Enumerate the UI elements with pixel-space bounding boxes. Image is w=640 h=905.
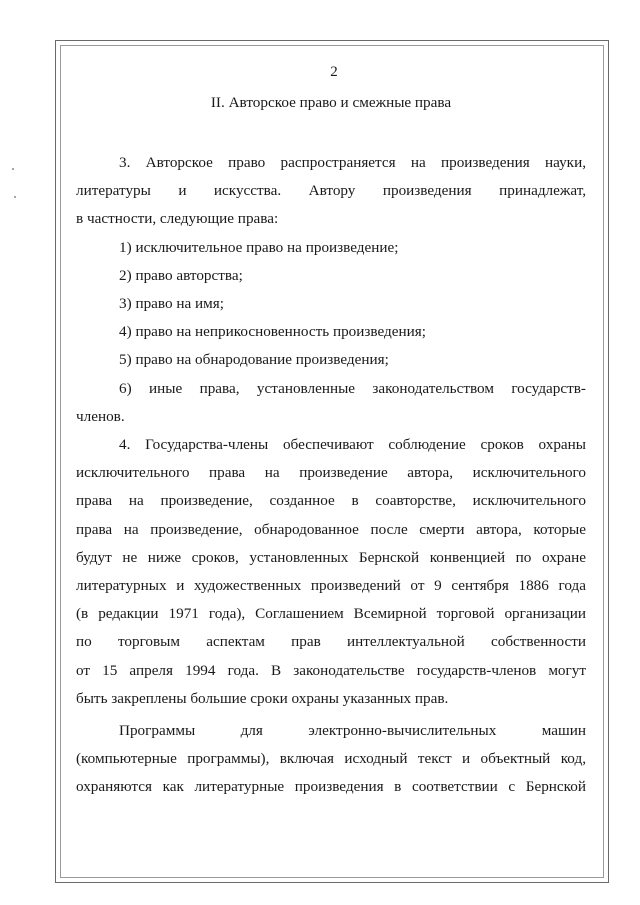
- article-4-line-3: права на произведение, созданное в соавторстве, исключительного: [76, 492, 586, 510]
- article-3-line-3: в частности, следующие права:: [76, 210, 279, 228]
- article-4-line-2: исключительного права на произведение автора, исключительного: [76, 464, 586, 482]
- programs-line-3: охраняются как литературные произведения в соответствии с Бернской: [76, 778, 586, 796]
- article-4: [76, 431, 586, 713]
- list-item-2: 2) право авторства;: [119, 266, 243, 284]
- article-3-line-1: 3. Авторское право распространяется на произведения науки,: [119, 154, 586, 171]
- article-4-line-1: 4. Государства-члены обеспечивают соблюдение сроков охраны: [119, 436, 586, 454]
- list-item-4: 4) право на неприкосновенность произведения;: [119, 323, 426, 341]
- page-number: 2: [330, 64, 338, 80]
- list-item-1: 1) исключительное право на произведение;: [119, 238, 399, 256]
- programs-paragraph: [76, 717, 586, 802]
- section-title: II. Авторское право и смежные права: [210, 94, 452, 111]
- article-4-line-7: (в редакции 1971 года), Соглашением Всемирной торговой организации: [76, 605, 586, 623]
- list-item-6-line-1: 6) иные права, установленные законодательством государств-: [119, 379, 586, 397]
- article-4-line-8: по торговым аспектам прав интеллектуальной собственности: [76, 633, 586, 651]
- article-4-line-5: будут не ниже сроков, установленных Бернской конвенцией по охране: [76, 548, 586, 566]
- article-4-line-10: быть закреплены большие сроки охраны указанных прав.: [76, 689, 449, 707]
- scan-speck: [14, 196, 16, 198]
- document-body: [76, 60, 586, 802]
- programs-line-2: (компьютерные программы), включая исходный текст и объектный код,: [76, 750, 586, 768]
- programs-line-1: Программы для электронно-вычислительных машин: [119, 722, 586, 740]
- scan-speck: [12, 168, 14, 170]
- list-item-5: 5) право на обнародование произведения;: [119, 351, 389, 369]
- article-3: [76, 149, 586, 431]
- list-item-3: 3) право на имя;: [119, 295, 224, 313]
- article-4-line-4: права на произведение, обнародованное после смерти автора, которые: [76, 520, 586, 538]
- article-4-line-9: от 15 апреля 1994 года. В законодательстве государств-членов могут: [76, 661, 586, 679]
- article-4-line-6: литературных и художественных произведений от 9 сентября 1886 года: [76, 577, 586, 595]
- list-item-6-line-2: членов.: [76, 407, 125, 425]
- article-3-line-2: литературы и искусства. Автору произведения принадлежат,: [76, 182, 586, 200]
